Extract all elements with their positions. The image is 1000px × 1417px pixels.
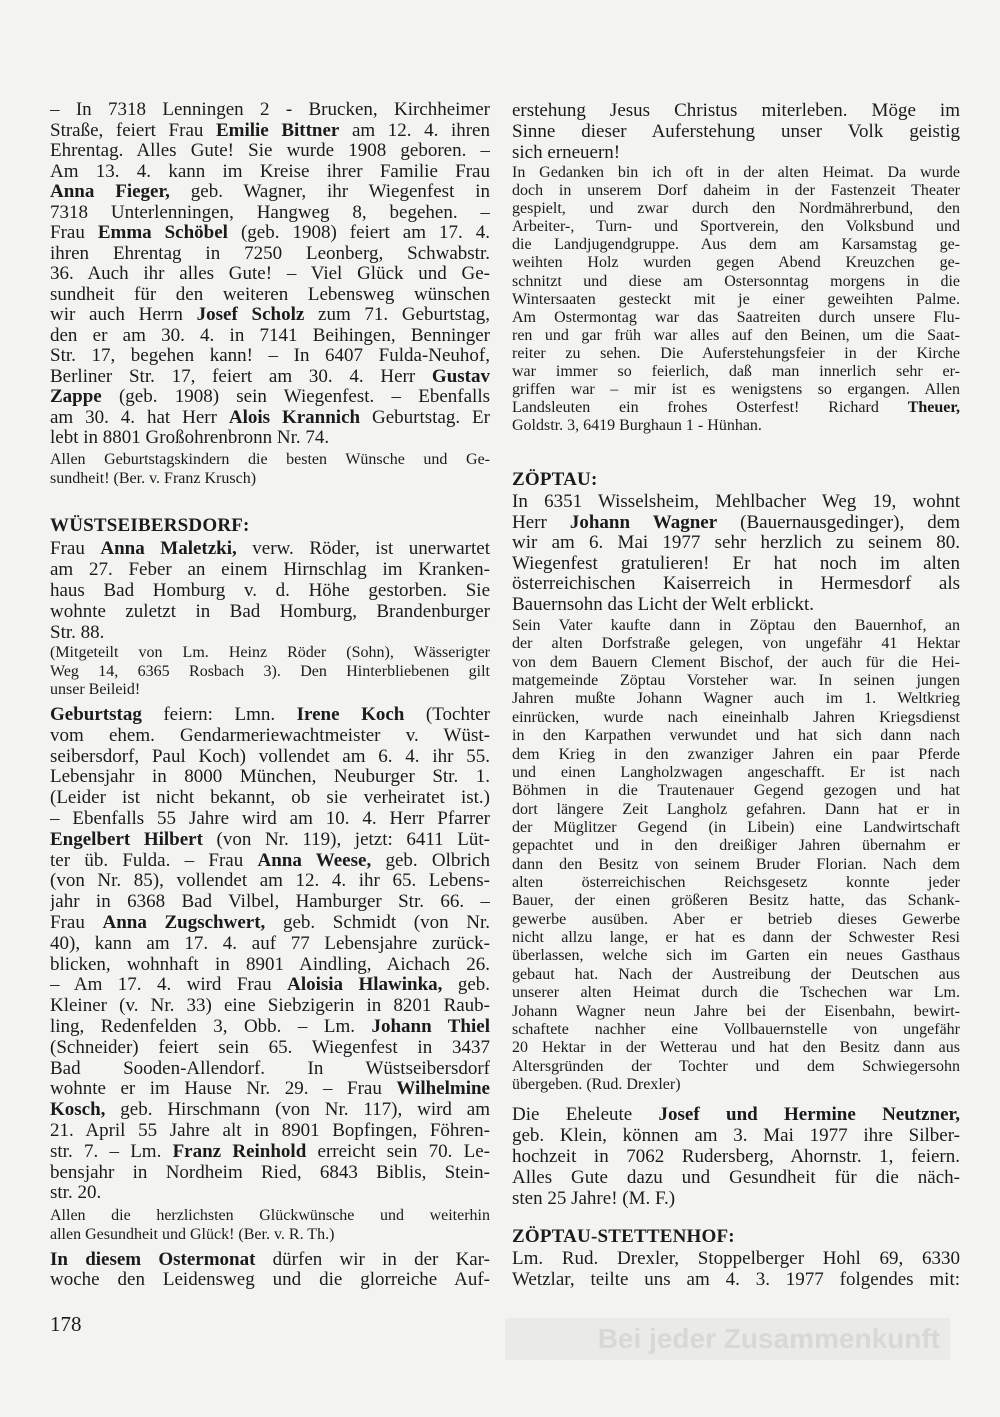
text-run: Berliner Str. 17, feiert am 30. 4. Herr bbox=[50, 366, 432, 387]
text-line bbox=[50, 809, 490, 830]
text-line bbox=[50, 1206, 490, 1225]
text-line bbox=[512, 672, 960, 690]
text-run: Die Eheleute bbox=[512, 1104, 659, 1125]
text-line bbox=[512, 1058, 960, 1076]
text-line bbox=[50, 788, 490, 809]
text-run: 7318 Unterlenningen, Hangweg 8, begehen. – bbox=[50, 202, 490, 223]
text-line bbox=[50, 285, 490, 306]
text-run: (Leider ist nicht bekannt, ob sie verheiratet ist.) bbox=[50, 788, 490, 809]
text-line bbox=[50, 996, 490, 1017]
text-line bbox=[512, 1076, 960, 1094]
text-run: (von Nr. 85), vollendet am 12. 4. ihr 65. Lebens- bbox=[50, 871, 490, 892]
text-run: hochzeit in 7062 Rudersberg, Ahornstr. 1, feiern. bbox=[512, 1146, 960, 1167]
text-line bbox=[50, 975, 490, 996]
text-run: geb. bbox=[442, 975, 490, 996]
text-run: einrücken, wurde nach eineinhalb Jahren Kriegsdienst bbox=[512, 708, 960, 726]
text-run: gewerbe ausüben. Aber er betrieb dieses Gewerbe bbox=[512, 910, 960, 928]
text-line bbox=[50, 346, 490, 367]
text-run: 40), kann am 17. 4. auf 77 Lebensjahre zurück- bbox=[50, 933, 490, 954]
text-run: Str. 17, begehen kann! – In 6407 Fulda-Neuhof, bbox=[50, 346, 490, 366]
text-run: In 6351 Wisselsheim, Mehlbacher Weg 19, wohnt bbox=[512, 492, 960, 512]
text-run: überlassen, welche sich im Garten ein neues Gasthaus bbox=[512, 947, 960, 965]
text-run: am 27. Feber an einem Hirnschlag im Kranken- bbox=[50, 559, 490, 580]
text-run: Frau bbox=[50, 223, 98, 243]
text-line bbox=[50, 408, 490, 429]
text-run: feiern: Lmn. bbox=[141, 705, 297, 725]
text-line bbox=[512, 291, 960, 309]
text-line bbox=[50, 663, 490, 682]
text-run: (Tochter bbox=[404, 705, 490, 725]
text-run: (Schneider) feiert sein 65. Wiegenfest in 3437 bbox=[50, 1037, 490, 1058]
text-line bbox=[512, 1104, 960, 1125]
text-line bbox=[512, 595, 960, 616]
text-run: geb. Wagner, ihr Wiegenfest in bbox=[169, 182, 490, 202]
text-line bbox=[512, 345, 960, 363]
text-run: zum 71. Geburtstag, bbox=[304, 305, 490, 325]
text-line bbox=[50, 726, 490, 747]
text-line bbox=[50, 622, 490, 643]
text-run: gebaut hat. Nach der Austreibung der Deutschen aus bbox=[512, 965, 960, 983]
text-line bbox=[512, 1146, 960, 1167]
text-run: Am 13. 4. kann im Kreise ihrer Familie Frau bbox=[50, 161, 490, 182]
bold-name: Anna Maletzki, bbox=[100, 538, 237, 559]
text-line bbox=[50, 305, 490, 326]
text-run: Sein Vater kaufte dann in Zöptau den Bauernhof, an bbox=[512, 617, 960, 634]
text-run: erstehung Jesus Christus miterleben. Möge im bbox=[512, 100, 960, 121]
text-line bbox=[512, 635, 960, 653]
text-line bbox=[512, 164, 960, 182]
text-run: reiter zu sehen. Die Auferstehungsfeier in der Kirche bbox=[512, 344, 960, 362]
text-line bbox=[50, 747, 490, 768]
text-line bbox=[50, 1270, 490, 1290]
bold-name: Johann Thiel bbox=[371, 1016, 490, 1037]
text-run: Bauer, der einen größeren Besitz hatte, das Schank- bbox=[512, 892, 960, 910]
text-run: Herr bbox=[512, 512, 570, 533]
text-run: lebt in 8801 Großohrenbronn Nr. 74. bbox=[50, 428, 330, 448]
text-line bbox=[50, 538, 490, 559]
text-line bbox=[50, 1059, 490, 1080]
text-line bbox=[512, 746, 960, 764]
text-run: der Müglitzer Gegend (in Libein) eine Landwirtschaft bbox=[512, 818, 960, 836]
text-run: Arbeiter-, Turn- und Sportverein, den Volksbund und bbox=[512, 218, 960, 236]
paragraph-johann-wagner bbox=[512, 492, 960, 616]
text-run: alten österreichischen Reichsgesetz konnte jeder bbox=[512, 874, 960, 892]
text-line bbox=[50, 934, 490, 955]
text-line bbox=[50, 264, 490, 285]
text-run: gepachtet und in den dreißiger Jahren übernahm er bbox=[512, 837, 960, 855]
text-line bbox=[512, 1039, 960, 1057]
text-line bbox=[512, 1188, 960, 1209]
text-run: wir auch Herrn bbox=[50, 305, 197, 325]
text-line bbox=[512, 782, 960, 800]
bold-name: Geburtstag bbox=[50, 705, 142, 725]
text-line bbox=[512, 1125, 960, 1146]
text-run: die Landjugendgruppe. Aus dem am Karsamstag ge- bbox=[512, 236, 960, 254]
text-line bbox=[50, 1163, 490, 1184]
text-line bbox=[50, 1100, 490, 1121]
page-number: 178 bbox=[50, 1312, 82, 1336]
text-run: haus Bad Homburg v. d. Höhe gestorben. Sie bbox=[50, 580, 490, 601]
text-run: ren und gar früh war alles auf den Beinen, um die Saat- bbox=[512, 326, 960, 344]
text-line bbox=[512, 984, 960, 1002]
text-line bbox=[50, 223, 490, 244]
text-run: Lebensjahr in 8000 München, Neuburger Str. 1. bbox=[50, 767, 490, 788]
text-run: und einen Langholzwagen angeschafft. Er ist nach bbox=[512, 763, 960, 781]
heading-zoeptau-stettenhof: ZÖPTAU-STETTENHOF: bbox=[512, 1226, 735, 1247]
bold-name: Josef Scholz bbox=[196, 305, 305, 325]
text-line bbox=[512, 399, 960, 417]
text-run: war immer so feierlich, daß man innerlich sehr er- bbox=[512, 363, 960, 381]
text-run: schaftete nachher eine Vollbauernstelle von ungefähr bbox=[512, 1020, 960, 1038]
heading-zoeptau: ZÖPTAU: bbox=[512, 469, 598, 490]
text-run: – Am 17. 4. wird Frau bbox=[50, 975, 288, 996]
text-line bbox=[512, 947, 960, 965]
paragraph-wagner-biography bbox=[512, 617, 960, 1094]
note-birthday-wishes bbox=[50, 450, 490, 488]
text-line bbox=[512, 513, 960, 534]
text-run: Frau bbox=[50, 538, 101, 559]
text-run: seibersdorf, Paul Koch) vollendet am 6. 4. ihr 55. bbox=[50, 746, 490, 767]
text-line bbox=[512, 363, 960, 381]
text-line bbox=[50, 450, 490, 469]
text-line bbox=[512, 892, 960, 910]
text-line bbox=[50, 955, 490, 976]
text-line bbox=[512, 1021, 960, 1039]
note-obituary-source bbox=[50, 644, 490, 700]
text-line bbox=[512, 1269, 960, 1290]
text-line bbox=[512, 554, 960, 575]
text-line bbox=[50, 1142, 490, 1163]
bold-name: Franz Reinhold bbox=[172, 1141, 307, 1162]
text-run: unser Beileid! bbox=[50, 681, 141, 698]
text-run: Allen Geburtstagskindern die besten Wünsche und Ge- bbox=[50, 451, 490, 468]
bold-name: Emilie Bittner bbox=[215, 120, 340, 141]
text-line bbox=[50, 767, 490, 788]
text-line bbox=[512, 709, 960, 727]
text-run: von dem Bauern Clement Bischof, der auch für die Hei- bbox=[512, 653, 960, 671]
bold-name: Wilhelmine bbox=[396, 1079, 490, 1100]
bold-name: Gustav bbox=[431, 366, 490, 387]
paragraph-easter-continued bbox=[512, 100, 960, 163]
text-run: erreicht sein 70. Le- bbox=[306, 1141, 490, 1162]
text-run: übergeben. (Rud. Drexler) bbox=[512, 1075, 681, 1093]
text-run: sich erneuern! bbox=[512, 142, 621, 163]
text-line bbox=[50, 913, 490, 934]
text-line bbox=[512, 966, 960, 984]
text-run: allen Gesundheit und Glück! (Ber. v. R. Th.) bbox=[50, 1226, 335, 1243]
text-line bbox=[512, 273, 960, 291]
text-run: dann den Besitz von seinem Bruder Florian. Nach dem bbox=[512, 855, 960, 873]
text-run: verw. Röder, ist unerwartet bbox=[236, 538, 490, 559]
text-line bbox=[50, 601, 490, 622]
text-run: dem Krieg in den zwanziger Jahren ein paar Pferde bbox=[512, 745, 960, 763]
text-run: 36. Auch ihr alles Gute! – Viel Glück und Ge- bbox=[50, 264, 490, 284]
text-run: jahr in 6368 Bad Vilbel, Hamburger Str. 66. – bbox=[50, 892, 490, 913]
text-line bbox=[50, 830, 490, 851]
paragraph-obituary-maletzki bbox=[50, 538, 490, 643]
text-run: sten 25 Jahre! (M. F.) bbox=[512, 1188, 676, 1209]
text-run: matgemeinde Zöptau Vorsteher war. In seinen jungen bbox=[512, 672, 960, 690]
text-run: Bad Sooden-Allendorf. In Wüstseibersdorf bbox=[50, 1058, 490, 1079]
text-run: Böhmen in die Trautenauer Gegend gezogen und hat bbox=[512, 782, 960, 800]
bleed-through-ad-box bbox=[505, 1318, 950, 1360]
text-run: 21. April 55 Jahre alt in 8901 Bopfingen, Föhren- bbox=[50, 1120, 490, 1141]
text-run: ihren Ehrentag in 7250 Leonberg, Schwabstr. bbox=[50, 243, 490, 264]
text-run: (Mitgeteilt von Lm. Heinz Röder (Sohn), Wässerigter bbox=[50, 644, 490, 661]
text-run: str. 7. – Lm. bbox=[50, 1141, 173, 1162]
text-run: Bauernsohn das Licht der Welt erblickt. bbox=[512, 594, 815, 615]
text-line bbox=[50, 1225, 490, 1244]
paragraph-easter-memories bbox=[512, 164, 960, 435]
text-run: weihten Holz wurden gegen Abend Kreuzchen ge- bbox=[512, 254, 960, 272]
text-run: Weg 14, 6365 Rosbach 3). Den Hinterbliebenen gilt bbox=[50, 662, 490, 680]
text-run: der alten Dorfstraße gelegen, von ungefähr 41 Hektar bbox=[512, 635, 960, 653]
text-line bbox=[512, 911, 960, 929]
text-run: – In 7318 Lenningen 2 - Brucken, Kirchheimer bbox=[50, 100, 490, 120]
text-run: sundheit für den weiteren Lebensweg wünschen bbox=[50, 284, 490, 305]
text-line bbox=[512, 574, 960, 595]
text-run: – Ebenfalls 55 Jahre wird am 10. 4. Herr Pfarrer bbox=[50, 808, 490, 829]
text-line bbox=[512, 309, 960, 327]
text-line bbox=[50, 1250, 490, 1270]
bold-name: Theuer, bbox=[907, 399, 960, 417]
bold-name: Josef und Hermine Neutzner, bbox=[658, 1104, 960, 1125]
text-line bbox=[50, 644, 490, 663]
text-line bbox=[512, 654, 960, 672]
text-line bbox=[512, 929, 960, 947]
text-run: Ehrentag. Alles Gute! Sie wurde 1908 geboren. – bbox=[50, 141, 490, 161]
text-line bbox=[512, 874, 960, 892]
text-line bbox=[512, 727, 960, 745]
paragraph-ostermonat bbox=[50, 1250, 490, 1290]
bold-name: In diesem Ostermonat bbox=[50, 1250, 256, 1270]
text-run: ter üb. Fulda. – Frau bbox=[50, 850, 258, 871]
text-run: Sinne dieser Auferstehung unser Volk geistig bbox=[512, 121, 960, 142]
text-line bbox=[512, 182, 960, 200]
text-line bbox=[50, 428, 490, 449]
text-run: ling, Redenfelden 3, Obb. – Lm. bbox=[50, 1016, 372, 1037]
bold-name: Engelbert Hilbert bbox=[50, 829, 203, 850]
text-run: wohnte zuletzt in Bad Homburg, Brandenburger bbox=[50, 601, 490, 622]
text-run: (geb. 1908) feiert am 17. 4. bbox=[227, 223, 490, 243]
text-run: blicken, wohnhaft in 8901 Aindling, Aichach 26. bbox=[50, 954, 490, 975]
text-line bbox=[512, 801, 960, 819]
text-run: bensjahr in Nordheim Ried, 6843 Biblis, Stein- bbox=[50, 1162, 490, 1183]
text-run: am 30. 4. hat Herr bbox=[50, 407, 229, 428]
text-line bbox=[50, 387, 490, 408]
text-line bbox=[50, 580, 490, 601]
text-line bbox=[512, 764, 960, 782]
bold-name: Anna Weese, bbox=[257, 850, 372, 871]
text-line bbox=[50, 705, 490, 726]
text-run: str. 20. bbox=[50, 1183, 102, 1204]
text-run: Kleiner (v. Nr. 33) eine Siebzigerin in 8201 Raub- bbox=[50, 996, 490, 1017]
bold-name: Kosch, bbox=[50, 1100, 106, 1121]
text-line bbox=[50, 1121, 490, 1142]
text-line bbox=[50, 162, 490, 183]
text-line bbox=[50, 367, 490, 388]
bold-name: Aloisia Hlawinka, bbox=[287, 975, 443, 996]
text-run: doch in unserem Dorf daheim in der Fastenzeit Theater bbox=[512, 182, 960, 200]
bold-name: Anna Zugschwert, bbox=[102, 912, 266, 933]
text-line bbox=[512, 617, 960, 635]
text-line bbox=[512, 856, 960, 874]
text-run: Goldstr. 3, 6419 Burghaun 1 - Hünhan. bbox=[512, 417, 762, 435]
text-line bbox=[512, 100, 960, 121]
text-line bbox=[512, 121, 960, 142]
text-run: schnitzt und diese am Ostersonntag morgens in die bbox=[512, 272, 960, 290]
text-run: Jahren mußte Johann Wagner auch im 1. Weltkrieg bbox=[512, 690, 960, 708]
text-line bbox=[50, 559, 490, 580]
text-line bbox=[50, 203, 490, 224]
text-run: geb. Klein, können am 3. Mai 1977 ihre Silber- bbox=[512, 1125, 960, 1146]
text-line bbox=[512, 837, 960, 855]
text-line bbox=[512, 819, 960, 837]
text-line bbox=[50, 1038, 490, 1059]
text-run: Alles Gute dazu und Gesundheit für die näch- bbox=[512, 1167, 960, 1188]
text-run: Wintersaaten gesteckt mit je einer geweihten Palme. bbox=[512, 290, 960, 308]
text-line bbox=[512, 327, 960, 345]
text-run: Str. 88. bbox=[50, 622, 105, 643]
text-run: dürfen wir in der Kar- bbox=[255, 1250, 490, 1270]
paragraph-birthdays-lenningen bbox=[50, 100, 490, 449]
text-run: griffen war – mir ist es wenigstens so ergangen. Allen bbox=[512, 381, 960, 399]
text-line bbox=[50, 182, 490, 203]
text-line bbox=[50, 244, 490, 265]
text-run: vom ehem. Gendarmeriewachtmeister v. Wüst- bbox=[50, 725, 490, 746]
text-line bbox=[50, 469, 490, 488]
text-line bbox=[50, 892, 490, 913]
text-run: Johann Wagner neun Jahre bei der Eisenbahn, bewirt- bbox=[512, 1002, 960, 1020]
text-run: Wetzlar, teilte uns am 4. 3. 1977 folgendes mit: bbox=[512, 1269, 960, 1290]
text-run: den er am 30. 4. in 7141 Beihingen, Benninger bbox=[50, 325, 490, 346]
text-run: woche den Leidensweg und die glorreiche Auf- bbox=[50, 1270, 490, 1290]
text-line bbox=[512, 218, 960, 236]
bold-name: Irene Koch bbox=[296, 705, 405, 725]
bold-name: Zappe bbox=[50, 387, 102, 407]
text-line bbox=[50, 121, 490, 142]
text-run: geb. Schmidt (von Nr. bbox=[265, 912, 490, 933]
text-run: am 12. 4. ihren bbox=[339, 120, 490, 141]
paragraph-birthdays-wuestseibersdorf bbox=[50, 705, 490, 1204]
text-line bbox=[50, 1079, 490, 1100]
text-line bbox=[512, 1167, 960, 1188]
text-run: Landsleuten ein frohes Osterfest! Richard bbox=[512, 399, 908, 417]
text-line bbox=[50, 1017, 490, 1038]
text-run: sundheit! (Ber. v. Franz Krusch) bbox=[50, 470, 257, 487]
text-line bbox=[512, 142, 960, 163]
text-run: (von Nr. 119), jetzt: 6411 Lüt- bbox=[202, 829, 490, 850]
text-run: in den Karpathen verwundet und hat sich dann nach bbox=[512, 727, 960, 745]
text-run: geb. Hirschmann (von Nr. 117), wird am bbox=[105, 1100, 490, 1121]
text-line bbox=[512, 254, 960, 272]
text-run: geb. Olbrich bbox=[371, 850, 490, 871]
text-run: nicht allzu lange, er hat es dann der Schwester Resi bbox=[512, 929, 960, 947]
text-run: Lm. Rud. Drexler, Stoppelberger Hohl 69, 6330 bbox=[512, 1248, 960, 1269]
bleed-through-ad-text: Bei jeder Zusammenkunft bbox=[597, 1323, 940, 1354]
text-run: österreichischen Kaiserreich in Hermesdorf als bbox=[512, 574, 960, 595]
text-run: Geburtstag. Er bbox=[360, 407, 490, 428]
text-line bbox=[50, 681, 490, 700]
text-run: (Bauernausgedinger), dem bbox=[717, 512, 960, 533]
heading-wuestseibersdorf: WÜSTSEIBERSDORF: bbox=[50, 515, 250, 536]
text-line bbox=[50, 1183, 490, 1204]
text-run: Altersgründen der Tochter und dem Schwiegersohn bbox=[512, 1057, 960, 1075]
text-run: unserer alten Heimat durch die Tschechen war Lm. bbox=[512, 984, 960, 1002]
bold-name: Alois Krannich bbox=[228, 407, 361, 428]
text-run: Wiegenfest gratulieren! Er hat noch im alten bbox=[512, 553, 960, 574]
text-line bbox=[50, 326, 490, 347]
text-run: In Gedanken bin ich oft in der alten Heimat. Da wurde bbox=[512, 164, 960, 181]
note-congratulations bbox=[50, 1206, 490, 1244]
text-run: wohnte er im Hause Nr. 29. – Frau bbox=[50, 1079, 397, 1100]
text-line bbox=[512, 236, 960, 254]
text-line bbox=[50, 141, 490, 162]
text-line bbox=[512, 690, 960, 708]
text-line bbox=[512, 200, 960, 218]
text-run: gespielt, und zwar durch den Nordmährerbund, den bbox=[512, 200, 960, 218]
paragraph-drexler-letter bbox=[512, 1248, 960, 1290]
text-line bbox=[512, 1003, 960, 1021]
text-line bbox=[512, 492, 960, 513]
text-line bbox=[512, 417, 960, 435]
text-run: Frau bbox=[50, 912, 103, 933]
bold-name: Emma Schöbel bbox=[97, 223, 228, 243]
text-run: 20 Hektar in der Wetterau und hat den Besitz dann aus bbox=[512, 1039, 960, 1057]
text-line bbox=[50, 871, 490, 892]
paragraph-silver-wedding bbox=[512, 1104, 960, 1209]
text-run: dort längere Zeit Langholz gefahren. Dann hat er in bbox=[512, 800, 960, 818]
bold-name: Anna Fieger, bbox=[50, 182, 170, 202]
text-run: Allen die herzlichsten Glückwünsche und weiterhin bbox=[50, 1207, 490, 1224]
text-line bbox=[512, 1248, 960, 1269]
text-line bbox=[512, 381, 960, 399]
text-line bbox=[50, 100, 490, 121]
text-run: Straße, feiert Frau bbox=[50, 120, 216, 141]
bold-name: Johann Wagner bbox=[569, 512, 718, 533]
text-run: (geb. 1908) sein Wiegenfest. – Ebenfalls bbox=[101, 387, 490, 407]
text-run: Am Ostermontag war das Saatreiten durch unsere Flu- bbox=[512, 308, 960, 326]
text-line bbox=[50, 851, 490, 872]
text-run: wir am 6. Mai 1977 sehr herzlich zu seinem 80. bbox=[512, 533, 960, 554]
text-line bbox=[512, 533, 960, 554]
